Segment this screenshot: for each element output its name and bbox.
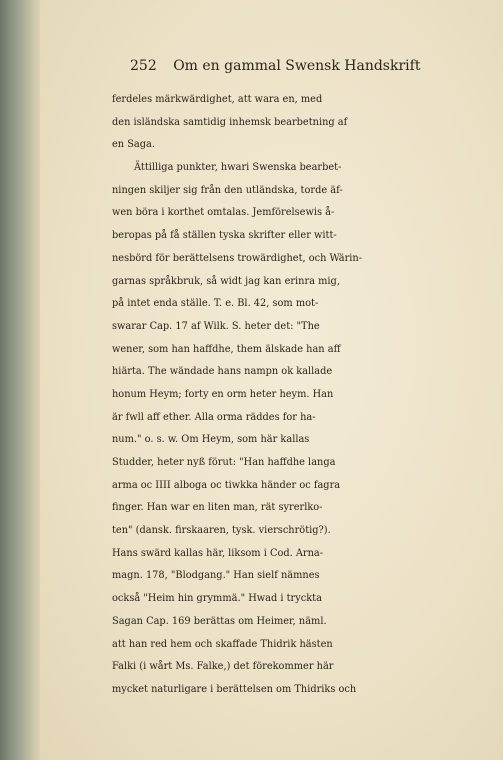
text-line: wener, som han haffdhe, them älskade han aff — [112, 343, 341, 355]
text-line: swarar Cap. 17 af Wilk. S. heter det: "The — [112, 320, 320, 332]
page-number: 252 — [130, 58, 157, 74]
text-line: på intet enda ställe. T. e. Bl. 42, som mot- — [112, 298, 319, 310]
text-line: num." o. s. w. Om Heym, som här kallas — [112, 434, 310, 446]
text-line: att han red hem och skaffade Thidrik hästen — [112, 638, 333, 650]
text-line: Studder, heter nyß förut: "Han haffdhe langa — [112, 457, 336, 468]
text-line: ningen skiljer sig från den utländska, torde äf- — [112, 184, 343, 196]
text-line: nesbörd för berättelsens trowärdighet, och Wärin- — [112, 252, 363, 264]
text-line: finger. Han war en liten man, rät syrerlko- — [112, 502, 323, 514]
text-line: Ättilliga punkter, hwari Swenska bearbet- — [134, 162, 342, 174]
text-line: Sagan Cap. 169 berättas om Heimer, näml. — [112, 615, 327, 627]
page-header — [130, 58, 490, 74]
text-line: ferdeles märkwärdighet, att wara en, med — [112, 94, 323, 105]
text-line: honum Heym; forty en orm heter heym. Han — [112, 388, 334, 400]
body-text — [112, 89, 462, 702]
running-title: Om en gammal Swensk Handskrift — [173, 58, 421, 74]
text-line: är fwll aff ether. Alla orma räddes for ha- — [112, 411, 316, 423]
text-line: Hans swärd kallas här, liksom i Cod. Arna- — [112, 547, 324, 559]
text-line: den isländska samtidig inhemsk bearbetning af — [112, 116, 348, 128]
text-line: beropas på få ställen tyska skrifter eller witt- — [112, 230, 337, 242]
text-line: ten" (dansk. firskaaren, tysk. vierschrötig?). — [112, 525, 331, 537]
text-line: garnas språkbruk, så widt jag kan erinra mig, — [112, 275, 340, 287]
text-line: wen böra i korthet omtalas. Jemförelsewis å- — [112, 207, 335, 219]
text-line: en Saga. — [112, 139, 156, 151]
text-line: också "Heim hin grymmä." Hwad i tryckta — [112, 593, 322, 605]
text-line: hiärta. The wändade hans nampn ok kallade — [112, 366, 333, 378]
text-line: magn. 178, "Blodgang." Han sielf nämnes — [112, 570, 320, 582]
text-line: mycket naturligare i berättelsen om Thidriks och — [112, 683, 357, 695]
text-line: arma oc IIII alboga oc tiwkka händer oc fagra — [112, 479, 341, 491]
text-line: Falki (i wårt Ms. Falke,) det förekommer här — [112, 661, 334, 673]
book-binding-edge — [0, 0, 40, 760]
